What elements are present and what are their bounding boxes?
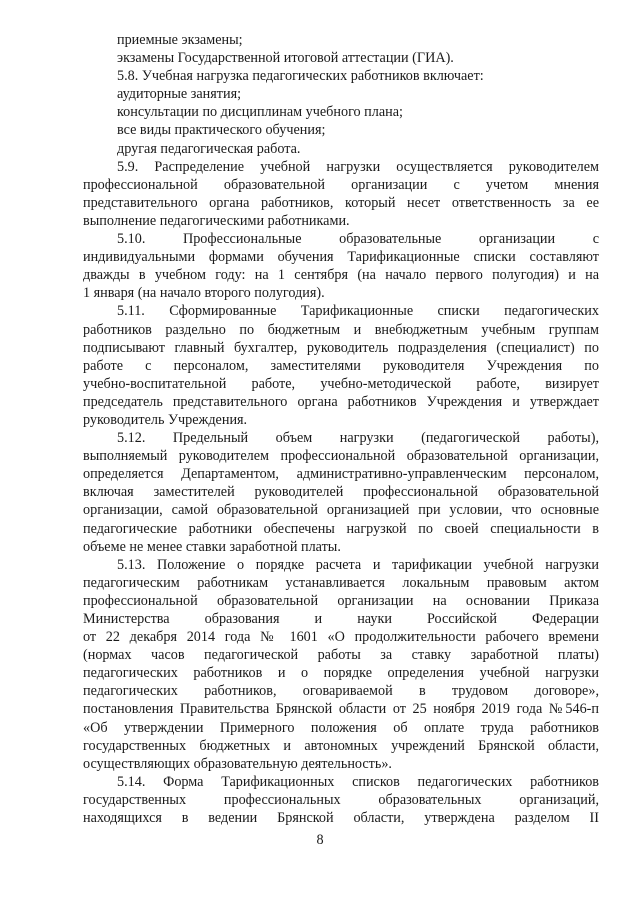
text-line: выполняемый руководителем профессиональной образовательной организации,: [83, 448, 599, 465]
text-line: аудиторные занятия;: [117, 86, 242, 103]
text-line: 5.10. Профессиональные образовательные организации с: [117, 231, 599, 248]
text-line: объеме не менее ставки заработной платы.: [83, 538, 341, 555]
text-line: государственных бюджетных и автономных учреждений Брянской области,: [83, 737, 599, 754]
text-line: Министерства образования и науки Российской Федерации: [83, 611, 599, 627]
page-number: 8: [316, 832, 324, 848]
text-line: учебно-воспитательной работе, учебно-методической работе, визирует: [83, 375, 599, 392]
paragraph: [83, 49, 599, 67]
text-line: индивидуальными формами обучения Тарификационные списки составляют: [83, 249, 599, 266]
text-line: определяется Департаментом, административно-управленческим персоналом,: [83, 466, 599, 483]
paragraph: [83, 103, 599, 121]
paragraph: [83, 121, 599, 139]
paragraph: [83, 556, 599, 773]
text-line: все виды практического обучения;: [117, 122, 326, 139]
text-line: 5.13. Положение о порядке расчета и тарификации учебной нагрузки: [117, 556, 599, 573]
text-line: 5.9. Распределение учебной нагрузки осуществляется руководителем: [117, 158, 599, 175]
text-line: педагогических работников и о порядке определения учебной нагрузки: [83, 665, 599, 682]
text-line: работе с персоналом, заместителями руководителя Учреждения по: [83, 357, 599, 374]
text-line: 5.12. Предельный объем нагрузки (педагогической работы),: [117, 430, 599, 447]
paragraph: [83, 773, 599, 827]
text-line: 5.8. Учебная нагрузка педагогических работников включает:: [117, 68, 484, 85]
text-line: профессиональной образовательной организации на основании Приказа: [83, 592, 599, 609]
document-body: [83, 31, 599, 827]
text-line: педагогическим работникам устанавливается локальным правовым актом: [83, 574, 599, 591]
text-line: профессиональной образовательной организации с учетом мнения: [83, 176, 599, 193]
text-line: от 22 декабря 2014 года № 1601 «О продолжительности рабочего времени: [83, 629, 599, 646]
paragraph: [83, 67, 599, 85]
text-line: подписывают главный бухгалтер, руководитель подразделения (специалист) по: [83, 339, 599, 356]
text-line: педагогические работники обеспечены нагрузкой по своей специальности в: [83, 520, 599, 537]
text-line: «Об утверждении Примерного положения об оплате труда работников: [83, 719, 599, 736]
text-line: руководитель Учреждения.: [83, 411, 248, 428]
paragraph: [83, 158, 599, 230]
text-line: находящихся в ведении Брянской области, утверждена разделом II: [83, 810, 599, 827]
text-line: (нормах часов педагогической работы за ставку заработной платы): [83, 647, 599, 664]
text-line: приемные экзамены;: [117, 32, 243, 48]
text-line: другая педагогическая работа.: [117, 140, 301, 157]
text-line: выполнение педагогическими работниками.: [83, 212, 350, 229]
paragraph: [83, 302, 599, 429]
paragraph: [83, 31, 599, 49]
text-line: включая заместителей руководителей профессиональной образовательной: [83, 484, 599, 501]
text-line: 1 января (на начало второго полугодия).: [83, 285, 325, 302]
paragraph: [83, 230, 599, 302]
text-line: дважды в учебном году: на 1 сентября (на начало первого полугодия) и на: [83, 267, 599, 284]
text-line: работников раздельно по бюджетным и внебюджетным учебным группам: [83, 321, 599, 338]
text-line: консультации по дисциплинам учебного плана;: [117, 104, 403, 121]
paragraph: [83, 85, 599, 103]
text-line: председатель представительного органа работников Учреждения и утверждает: [83, 393, 599, 410]
paragraph: [83, 429, 599, 556]
text-line: педагогических работников, оговариваемой в трудовом договоре»,: [83, 683, 599, 700]
text-line: 5.14. Форма Тарификационных списков педагогических работников: [117, 773, 599, 790]
text-line: организации, самой образовательной организацией при условии, что основные: [83, 502, 599, 519]
text-line: осуществляющих образовательную деятельность».: [83, 755, 392, 772]
text-line: государственных профессиональных образовательных организаций,: [83, 791, 599, 808]
text-line: представительного органа работников, который несет ответственность за ее: [83, 194, 599, 211]
text-line: 5.11. Сформированные Тарификационные списки педагогических: [117, 303, 599, 320]
paragraph: [83, 140, 599, 158]
text-line: постановления Правительства Брянской области от 25 ноября 2019 года №546-п: [83, 701, 599, 718]
text-line: экзамены Государственной итоговой аттестации (ГИА).: [117, 50, 454, 67]
